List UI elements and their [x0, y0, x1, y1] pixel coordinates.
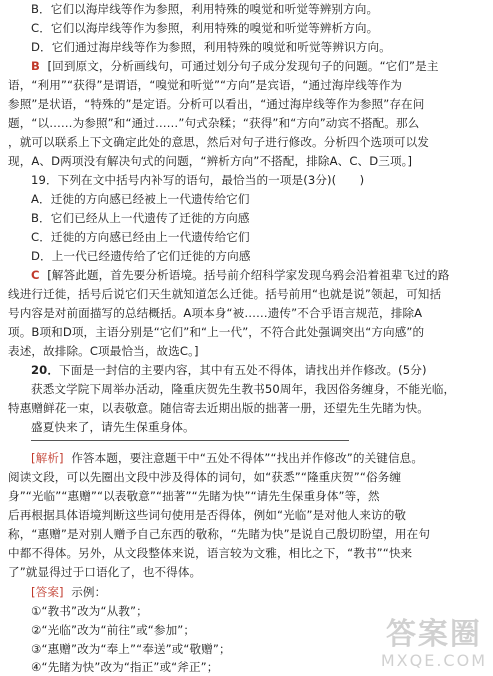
analysis-text: 作答本题，要注意题干中“五处不得体”“找出并作修改”的关键信息。 — [71, 451, 424, 465]
q20-answer-header — [31, 585, 106, 600]
site-watermark — [381, 618, 487, 670]
watermark-sub-text: MXQE.COM — [380, 651, 487, 670]
q18-explanation-line: ，就可以联系上下文确定此处的意思，然后对句子进行修改。分析四个选项可以发 — [8, 135, 429, 149]
q20-answer-item: ④“先睹为快”改为“指正”或“斧正”； — [31, 660, 219, 674]
q20-letter-line: 盛夏快来了，请先生保重身体。 — [31, 420, 195, 434]
q20-number: 20． — [31, 363, 60, 377]
q18-explanation-text: [回到原文，分析画线句，可通过划分句子成分发现句子的问题。“它们”是主 — [47, 59, 439, 73]
answer-blank-line — [31, 440, 349, 441]
q20-answer-item: ①“教书”改为“从教”； — [31, 604, 148, 618]
q18-explanation-line: 参照”是状语，“特殊的”是定语。分析可以看出，“通过海岸线等作为参照”存在问 — [8, 97, 425, 111]
q20-answer-item: ②“光临”改为“前往”或“参加”； — [31, 623, 196, 637]
q20-analysis-line: 身”“光临”“惠赠”“以表敬意”“拙著”“先睹为快”“请先生保重身体”等，然 — [8, 489, 380, 503]
q18-explanation-line: 现，A、D两项没有解决句式的问题，“辨析方向”不搭配，排除A、C、D三项。] — [8, 154, 413, 168]
q19-option-b: B．它们已经从上一代遗传了迁徙的方向感 — [31, 211, 250, 225]
q20-stem — [31, 363, 427, 378]
q20-analysis-line: 后再根据具体语境判断这些词句使用是否得体，例如“光临”是对他人来访的敬 — [8, 508, 407, 522]
q19-option-d: D．上一代已经遗传给了它们迁徙的方向感 — [31, 249, 251, 263]
q20-analysis-line — [31, 451, 423, 466]
q20-analysis-line: 称，“惠赠”是对别人赠予自己东西的敬称，“先睹为快”是说自己殷切盼望，用在句 — [8, 527, 431, 541]
q20-analysis-line: 阅读文段，可以先圈出文段中涉及得体的词句，如“获悉”“隆重庆贺”“俗务缠 — [8, 470, 402, 484]
q18-explanation-line: 语，“利用”“获得”是谓语，“嗅觉和听觉”“方向”是宾语，“通过海岸线等作为 — [8, 78, 403, 92]
q20-analysis-line: 中都不得体。另外，从文段整体来说，语言较为文雅，相比之下，“教书”“快来 — [8, 546, 413, 560]
q19-explanation-line: 项。B项和D项，主语分别是“它们”和“上一代”，不符合此处强调突出“方向感”的 — [8, 325, 425, 339]
q20-letter-line: 获悉文学院下周举办活动，隆重庆贺先生教书50周年，我因俗务缠身，不能光临， — [31, 382, 456, 396]
answer-label: [答案] — [31, 585, 64, 599]
q20-stem-text: 下面是一封信的主要内容，其中有五处不得体，请找出并作修改。(5分) — [59, 363, 427, 377]
q19-explanation-line: 线进行迁徙，括号后说它们天生就知道怎么迁徙。括号前用“也就是说”领起，可知括 — [8, 287, 442, 301]
q18-option-b: B．它们以海岸线等作为参照，利用特殊的嗅觉和听觉等辨别方向。 — [31, 2, 379, 16]
q19-explanation-text: [解答此题，首先要分析语境。括号前介绍科学家发现乌鸦会沿着祖辈飞过的路 — [47, 268, 450, 282]
q18-answer-letter: B — [31, 59, 40, 73]
analysis-label: [解析] — [31, 451, 64, 465]
q18-explanation-line — [31, 59, 439, 74]
q19-explanation-line — [31, 268, 449, 283]
q18-option-d: D．它们通过海岸线等作为参照，利用特殊的嗅觉和听觉等辨识方向。 — [31, 40, 391, 54]
q19-explanation-line: 号内容是对前面描写的总结概括。A项本身“被……遗传”不合乎语言规范，排除A — [8, 306, 423, 320]
answer-intro: 示例： — [71, 585, 107, 599]
q19-option-c: C．迁徙的方向感已经由上一代遗传给它们 — [31, 230, 250, 244]
q19-option-a: A．迁徙的方向感已经被上一代遗传给它们 — [31, 192, 250, 206]
q18-explanation-line: 题，“以……为参照”和“通过……”句式杂糅；“获得”和“方向”动宾不搭配。那么 — [8, 116, 420, 130]
q19-stem: 19．下列在文中括号内补写的语句，最恰当的一项是(3分)( ) — [31, 173, 365, 187]
q20-letter-line: 特惠赠鲜花一束，以表敬意。随信寄去近期出版的拙著一册，还望先生先睹为快。 — [8, 401, 429, 415]
q20-analysis-line: 了”就显得过于口语化了，也不得体。 — [8, 565, 202, 579]
q20-answer-item: ③“惠赠”改为“奉上”“奉送”或“敬赠”； — [31, 642, 231, 656]
q19-answer-letter: C — [31, 268, 40, 282]
q18-option-c: C．它们以海岸线等作为参照，利用特殊的嗅觉和听觉等辨析方向。 — [31, 21, 379, 35]
q19-explanation-line: 表述，故排除。C项最恰当，故选C。] — [8, 344, 199, 358]
watermark-main-text: 答案圈 — [385, 617, 482, 652]
